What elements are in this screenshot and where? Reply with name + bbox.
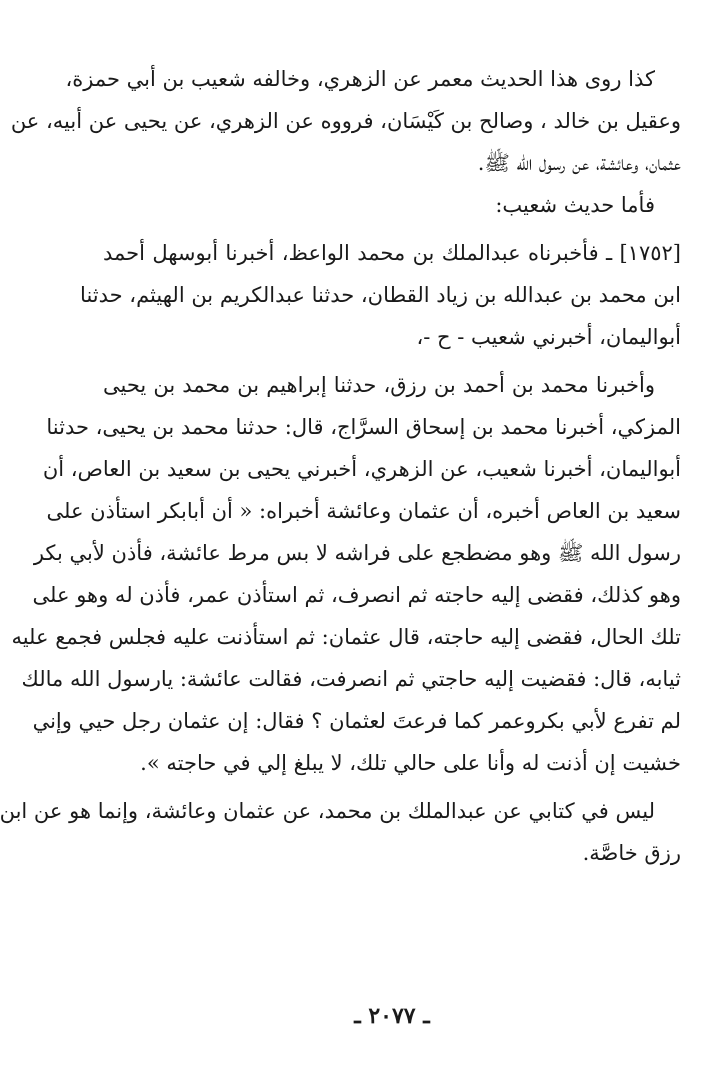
paragraph-note xyxy=(0,790,681,874)
text-line: ابن محمد بن عبدالله بن زياد القطان، حدثنا عبدالكريم بن الهيثم، حدثنا xyxy=(80,283,681,307)
text-line: رسول الله ﷺ وهو مضطجع على فراشه لا بس مرط عائشة، فأذن لأبي بكر xyxy=(33,541,681,565)
text-line: فأما حديث شعيب: xyxy=(495,193,655,217)
paragraph-hadith-1752 xyxy=(80,232,681,358)
text-line: أبواليمان، أخبرني شعيب - ح -، xyxy=(416,325,681,349)
page-number: ـ ٢٠٧٧ ـ xyxy=(354,1003,430,1029)
text-line: تلك الحال، فقضى إليه حاجته، قال عثمان: ثم استأذنت عليه فجلس فجمع عليه xyxy=(11,625,681,649)
text-line: أبواليمان، أخبرنا شعيب، عن الزهري، أخبرني يحيى بن سعيد بن العاص، أن xyxy=(42,457,681,481)
text-line: وأخبرنا محمد بن أحمد بن رزق، حدثنا إبراهيم بن محمد بن يحيى xyxy=(103,373,655,397)
text-line: سعيد بن العاص أخبره، أن عثمان وعائشة أخبراه: « أن أبابكر استأذن على xyxy=(46,499,681,523)
text-line: ليس في كتابي عن عبدالملك بن محمد، عن عثمان وعائشة، وإنما هو عن ابن xyxy=(0,799,655,823)
text-line: [١٧٥٢] ـ فأخبرناه عبدالملك بن محمد الواعظ، أخبرنا أبوسهل أحمد xyxy=(103,241,681,265)
paragraph-isnad-matn xyxy=(11,364,681,784)
text-line: عثمان، وعائشة، عن رسول الله ﷺ. xyxy=(477,151,681,175)
text-line: لم تفرع لأبي بكروعمر كما فرعتَ لعثمان ؟ فقال: إن عثمان رجل حيي وإني xyxy=(32,709,681,733)
text-line: وهو كذلك، فقضى إليه حاجته ثم انصرف، ثم استأذن عمر، فأذن له وهو على xyxy=(32,583,681,607)
text-line: وعقيل بن خالد ، وصالح بن كَيْسَان، فرووه عن الزهري، عن يحيى عن أبيه، عن xyxy=(10,109,681,133)
text-line: ثيابه، قال: فقضيت إليه حاجتي ثم انصرفت، فقالت عائشة: يارسول الله مالك xyxy=(21,667,681,691)
text-line: خشيت إن أذنت له وأنا على حالي تلك، لا يبلغ إلي في حاجته ». xyxy=(140,751,681,775)
text-line: كذا روى هذا الحديث معمر عن الزهري، وخالفه شعيب بن أبي حمزة، xyxy=(65,67,655,91)
paragraph-riwaya xyxy=(10,58,681,184)
text-line: رزق خاصَّة. xyxy=(582,841,681,865)
paragraph-heading-shuayb xyxy=(103,184,681,226)
text-line: المزكي، أخبرنا محمد بن إسحاق السرَّاج، قال: حدثنا محمد بن يحيى، حدثنا xyxy=(46,415,681,439)
page-body xyxy=(0,58,681,874)
